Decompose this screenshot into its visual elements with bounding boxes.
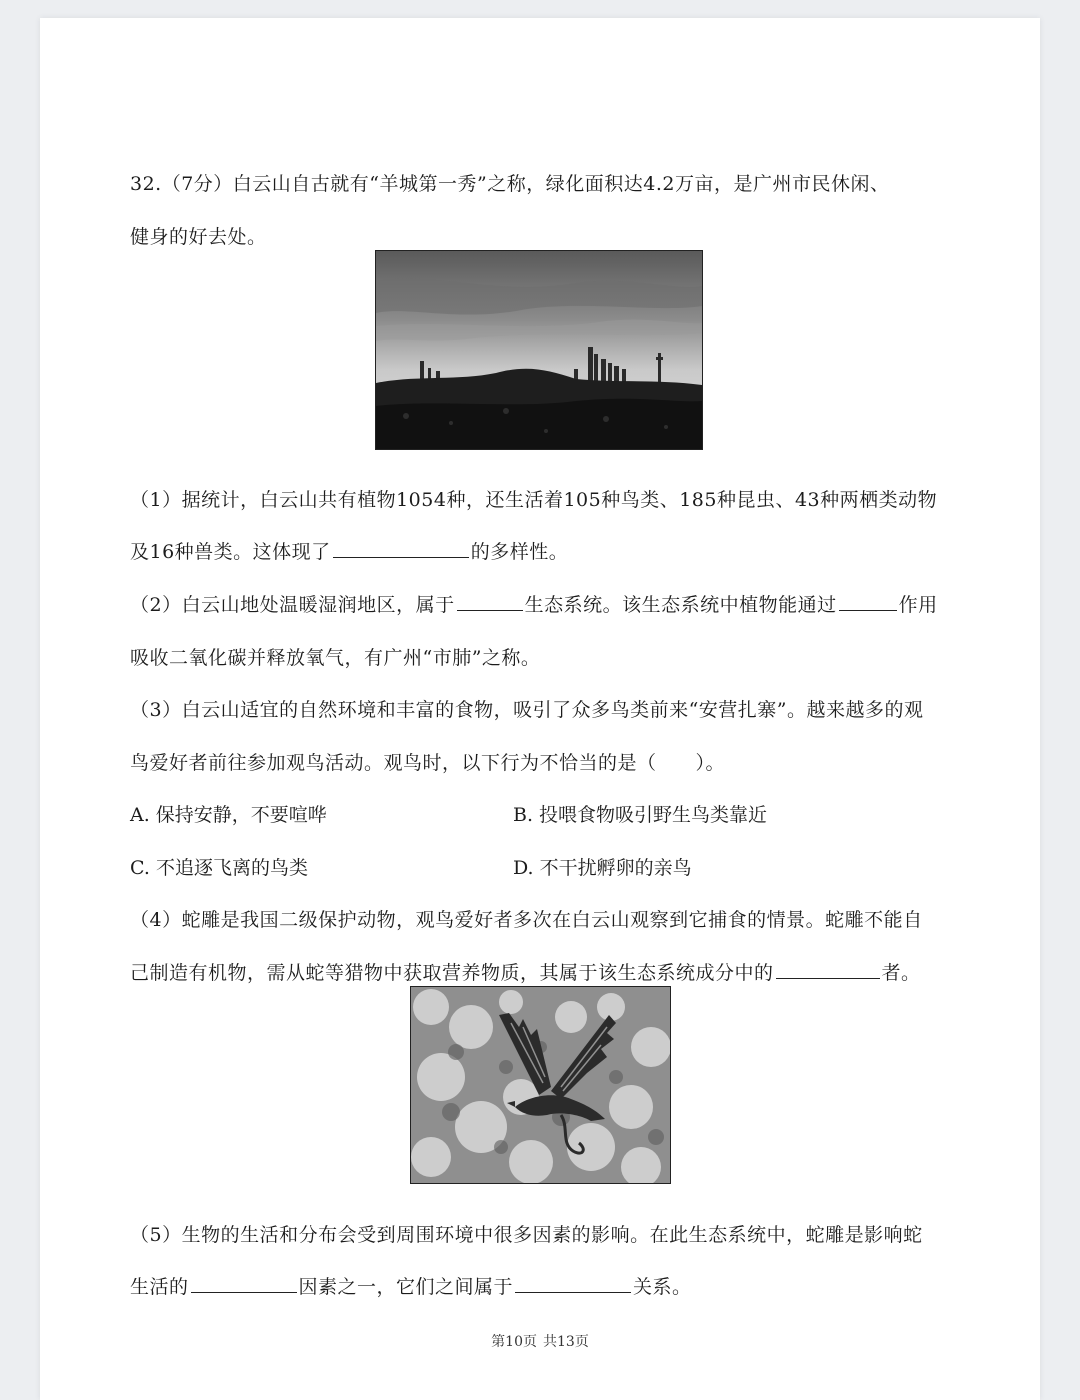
option-d[interactable]: D. 不干扰孵卵的亲鸟 (513, 857, 692, 879)
question-intro-line-2: 健身的好去处。 (130, 226, 267, 248)
question-intro-line-1: 32.（7分）白云山自古就有“羊城第一秀”之称，绿化面积达4.2万亩，是广州市民休闲、 (130, 173, 890, 195)
snake-eagle-image (411, 987, 670, 1183)
q5-text-a: 生活的 (130, 1276, 189, 1298)
q4-text-a: 己制造有机物，需从蛇等猎物中获取营养物质，其属于该生态系统成分中的 (130, 962, 774, 984)
q5-line-1: （5）生物的生活和分布会受到周围环境中很多因素的影响。在此生态系统中，蛇雕是影响蛇 (130, 1224, 923, 1246)
snake-eagle-photo (410, 986, 671, 1184)
baiyun-mountain-photo (375, 250, 703, 450)
q1-text-b: 的多样性。 (470, 541, 569, 563)
q5-relation-blank[interactable] (515, 1274, 631, 1293)
q1-answer-blank[interactable] (333, 539, 469, 558)
page-footer (40, 1331, 1040, 1351)
q2-line-1 (130, 591, 938, 619)
q4-line-2 (130, 959, 921, 987)
q2-ecosystem-blank[interactable] (457, 592, 523, 611)
exam-page (40, 18, 1040, 1400)
q1-line-1: （1）据统计，白云山共有植物1054种，还生活着105种鸟类、185种昆虫、43种两栖类动物 (130, 489, 938, 511)
option-a[interactable]: A. 保持安静，不要喧哗 (130, 804, 327, 826)
q2-text-c: 作用 (898, 594, 938, 616)
q1-text-a: 及16种兽类。这体现了 (130, 541, 331, 563)
q2-process-blank[interactable] (839, 592, 897, 611)
q2-text-b: 生态系统。该生态系统中植物能通过 (524, 594, 837, 616)
q5-text-b: 因素之一，它们之间属于 (298, 1276, 514, 1298)
page-total: 共13页 (543, 1334, 589, 1350)
q2-line-2: 吸收二氧化碳并释放氧气，有广州“市肺”之称。 (130, 647, 541, 669)
q4-answer-blank[interactable] (776, 960, 880, 979)
q5-line-2 (130, 1273, 692, 1301)
q4-text-b: 者。 (881, 962, 921, 984)
q2-text-a: （2）白云山地处温暖湿润地区，属于 (130, 594, 455, 616)
q5-factor-blank[interactable] (191, 1274, 297, 1293)
option-c[interactable]: C. 不追逐飞离的鸟类 (130, 857, 308, 879)
q5-text-c: 关系。 (633, 1276, 692, 1298)
page-number: 第10页 (491, 1334, 537, 1350)
q1-line-2 (130, 538, 568, 566)
q4-line-1: （4）蛇雕是我国二级保护动物，观鸟爱好者多次在白云山观察到它捕食的情景。蛇雕不能自 (130, 909, 923, 931)
option-b[interactable]: B. 投喂食物吸引野生鸟类靠近 (513, 804, 768, 826)
q3-line-2: 鸟爱好者前往参加观鸟活动。观鸟时，以下行为不恰当的是（ ）。 (130, 752, 726, 774)
q3-line-1: （3）白云山适宜的自然环境和丰富的食物，吸引了众多鸟类前来“安营扎寨”。越来越多的观 (130, 699, 924, 721)
baiyun-mountain-image (376, 251, 702, 449)
